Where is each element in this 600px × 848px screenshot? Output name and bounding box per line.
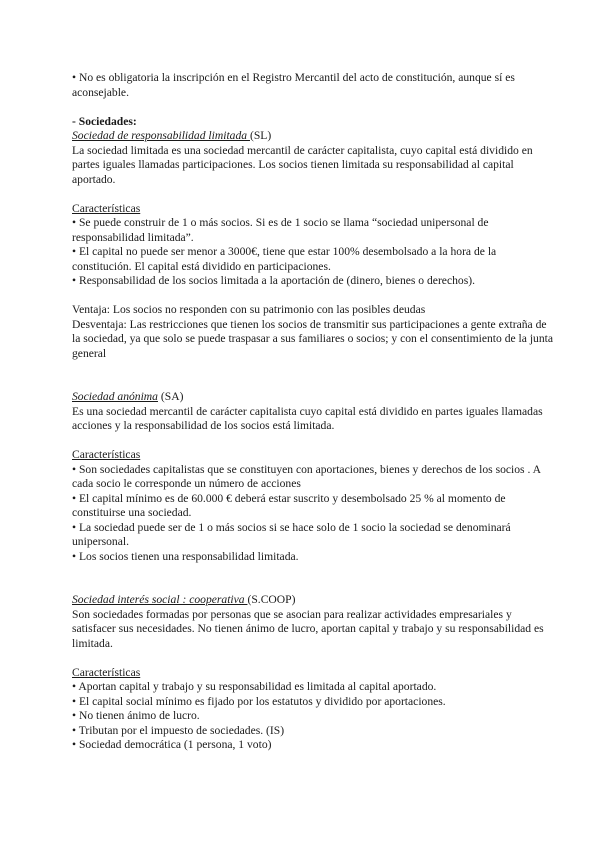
sl-feature: • Se puede construir de 1 o más socios. Si es de 1 socio se llama “sociedad unipersonal de responsabilidad limitada”. (72, 216, 489, 244)
sl-feature: • El capital no puede ser menor a 3000€, tiene que estar 100% desembolsado a la hora de la constitución. El capital está dividido en participaciones. (72, 245, 497, 273)
sa-abbr: (SA) (157, 390, 184, 403)
coop-features-title: Características (72, 665, 141, 679)
sa-feature: • Los socios tienen una responsabilidad limitada. (72, 549, 299, 563)
coop-description: Son sociedades formadas por personas que se asocian para realizar actividades empresariales y satisfacer sus necesidades. No tienen ánimo de lucro, aportan capital y trabajo y su responsabilidad es limitada. (72, 607, 544, 650)
sl-description: La sociedad limitada es una sociedad mercantil de carácter capitalista, cuyo capital está dividido en partes iguales llamadas participaciones. Los socios tienen limitada su responsabilidad al capital aportado. (72, 143, 533, 186)
sl-abbr: (SL) (249, 129, 272, 142)
sl-title-line (72, 129, 554, 144)
document-page (72, 71, 554, 753)
spacer (72, 434, 554, 449)
coop-feature: • Aportan capital y trabajo y su responsabilidad es limitada al capital aportado. (72, 680, 437, 693)
spacer (72, 289, 554, 304)
spacer (72, 187, 554, 202)
coop-title: Sociedad interés social : cooperativa (72, 593, 248, 606)
intro-bullet: • No es obligatoria la inscripción en el Registro Mercantil del acto de constitución, aunque sí es aconsejable. (72, 71, 515, 99)
coop-feature: • Tributan por el impuesto de sociedades. (IS) (72, 723, 285, 737)
sl-ventaja: Ventaja: Los socios no responden con su patrimonio con las posibles deudas (72, 303, 426, 316)
coop-feature: • El capital social mínimo es fijado por los estatutos y dividido por aportaciones. (72, 694, 446, 708)
sa-feature: • El capital mínimo es de 60.000 € deberá estar suscrito y desembolsado 25 % al momento de constituirse una sociedad. (72, 491, 506, 519)
spacer (72, 361, 554, 390)
sociedades-heading: - Sociedades: (72, 114, 137, 128)
sa-features-title: Características (72, 448, 141, 461)
sa-feature: • La sociedad puede ser de 1 o más socios si se hace solo de 1 socio la sociedad se denominará unipersonal. (72, 520, 511, 548)
coop-title-line (72, 593, 554, 608)
spacer (72, 651, 554, 666)
coop-feature: • Sociedad democrática (1 persona, 1 voto) (72, 738, 272, 751)
sa-description: Es una sociedad mercantil de carácter capitalista cuyo capital está dividido en partes iguales llamadas acciones y la responsabilidad de los socios está limitada. (72, 404, 543, 432)
coop-feature: • No tienen ánimo de lucro. (72, 709, 200, 722)
sl-features-title: Características (72, 201, 141, 215)
spacer (72, 100, 554, 115)
coop-abbr: (S.COOP) (247, 593, 296, 606)
spacer (72, 564, 554, 593)
sl-title: Sociedad de responsabilidad limitada (72, 129, 250, 142)
sl-desventaja: Desventaja: Las restricciones que tienen los socios de transmitir sus participaciones a gente extraña de la sociedad, ya que solo se puede traspasar a sus familiares o socios; y con el consentimiento de la junta general (72, 317, 553, 360)
sa-title: Sociedad anónima (72, 390, 158, 403)
sl-feature: • Responsabilidad de los socios limitada a la aportación de (dinero, bienes o derechos). (72, 274, 475, 287)
sa-feature: • Son sociedades capitalistas que se constituyen con aportaciones, bienes y derechos de los socios . A cada socio le corresponde un número de acciones (72, 462, 541, 490)
sa-title-line (72, 390, 554, 405)
